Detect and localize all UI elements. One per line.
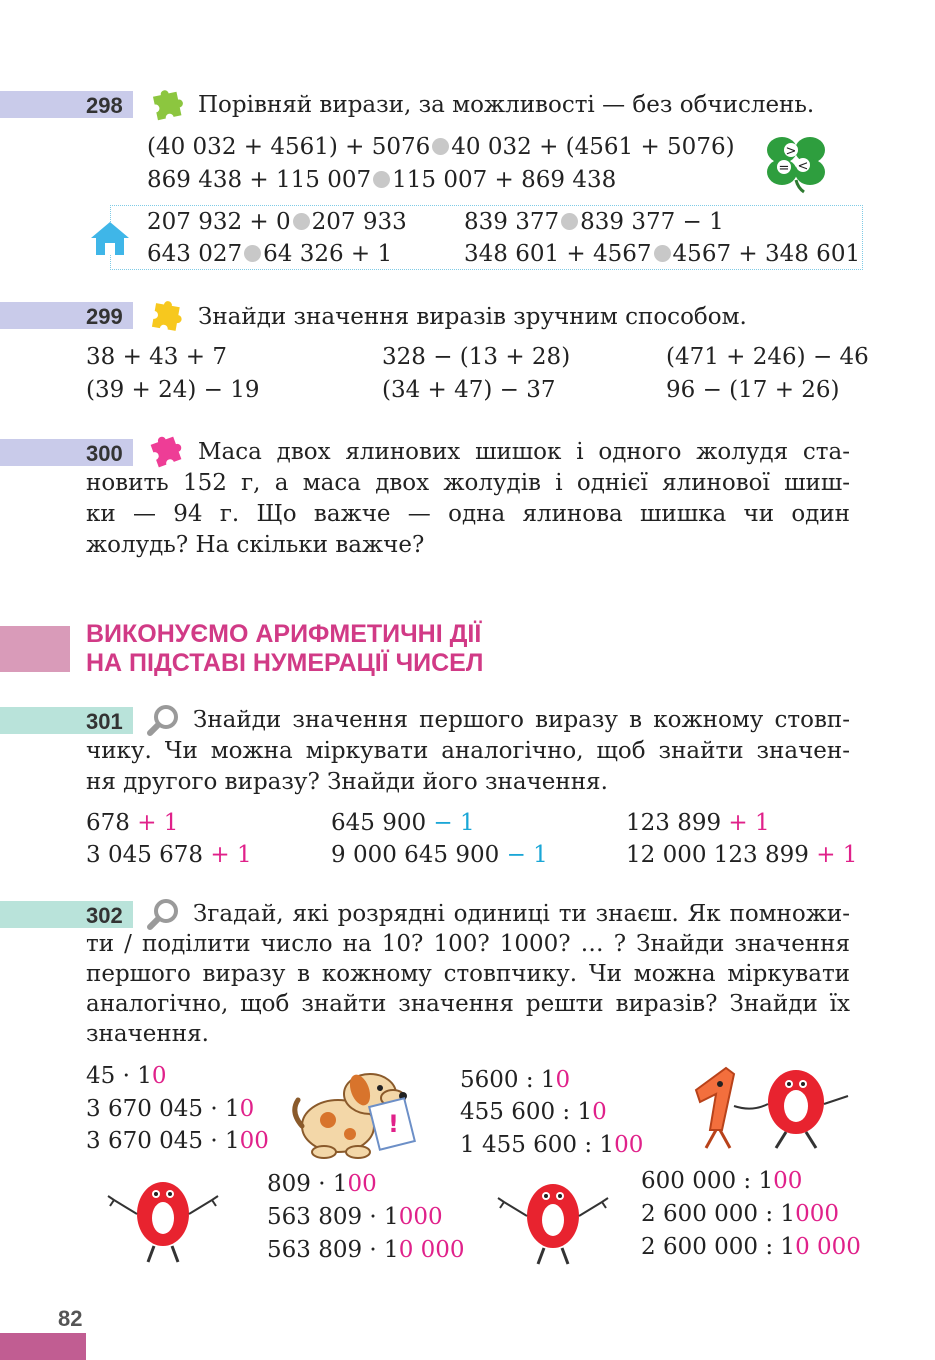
exercise-text: Маса двох ялинових шишок і одного жолудя ста-	[198, 439, 850, 465]
expression: 455 600 : 10	[460, 1099, 607, 1125]
section-title: ВИКОНУЄМО АРИФМЕТИЧНІ ДІЇ	[86, 620, 482, 648]
exercise-text: Знайди значення першого виразу в кожному стовп-	[193, 707, 850, 733]
expression: 678 + 1	[86, 810, 179, 836]
expression: 1 455 600 : 100	[460, 1132, 644, 1158]
zero-character-illustration	[494, 1172, 612, 1268]
expression-row: 643 027 64 326 + 1	[147, 241, 393, 267]
expression: 123 899 + 1	[626, 810, 770, 836]
exercise-number: 302	[86, 903, 123, 928]
expression: 12 000 123 899 + 1	[626, 842, 858, 868]
expression: 645 900 − 1	[331, 810, 475, 836]
expression-row: 839 377 839 377 − 1	[464, 209, 724, 235]
exercise-text: Згадай, які розрядні одиниці ти знаєш. Як помножи-	[193, 901, 850, 927]
puzzle-yellow-icon	[146, 297, 186, 335]
expression: 3 045 678 + 1	[86, 842, 252, 868]
exercise-text: чику. Чи можна міркувати аналогічно, щоб знайти значен-	[86, 738, 850, 764]
expression: 5600 : 10	[460, 1067, 571, 1093]
compare-dot	[244, 245, 261, 262]
expression: 3 670 045 · 10	[86, 1096, 255, 1122]
expression: 600 000 : 100	[641, 1168, 803, 1194]
expression-row: 869 438 + 115 007 115 007 + 869 438	[147, 167, 617, 193]
exercise-text: ки — 94 г. Що важче — одна ялинова шишка чи один	[86, 501, 850, 527]
expression: 2 600 000 : 1000	[641, 1201, 839, 1227]
dog-illustration	[288, 1064, 436, 1160]
exercise-number: 299	[86, 304, 123, 329]
expression: 563 809 · 10 000	[267, 1237, 465, 1263]
exercise-text: новить 152 г, а маса двох жолудів і однієї ялинової шиш-	[86, 470, 850, 496]
exercise-number: 300	[86, 441, 123, 466]
section-bar	[0, 626, 70, 672]
home-icon	[89, 220, 131, 256]
exercise-number: 298	[86, 93, 123, 118]
exercise-number: 301	[86, 709, 123, 734]
clover-icon	[760, 130, 832, 194]
exercise-text: ти / поділити число на 10? 100? 1000? … ? Знайди значення	[86, 931, 850, 957]
exercise-text: жолудь? На скільки важче?	[86, 532, 425, 558]
compare-dot	[373, 171, 390, 188]
compare-dot	[654, 245, 671, 262]
exercise-task: Знайди значення виразів зручним способом.	[198, 304, 747, 330]
zero-character-illustration	[104, 1170, 222, 1266]
svg-text:!: !	[388, 1110, 399, 1138]
exercise-text: першого виразу в кожному стовпчику. Чи можна міркувати	[86, 961, 850, 987]
expression-row: 348 601 + 4567 4567 + 348 601	[464, 241, 861, 267]
exercise-text: значення.	[86, 1021, 209, 1047]
expression-row: (40 032 + 4561) + 5076 40 032 + (4561 + 5076)	[147, 134, 735, 160]
compare-dot	[432, 138, 449, 155]
expression: 809 · 100	[267, 1171, 377, 1197]
expression: 2 600 000 : 10 000	[641, 1234, 861, 1260]
magnifier-icon	[146, 896, 184, 932]
expression: (34 + 47) − 37	[382, 377, 556, 403]
expression: 96 − (17 + 26)	[666, 377, 840, 403]
compare-dot	[561, 213, 578, 230]
compare-dot	[293, 213, 310, 230]
digits-one-zero-illustration	[676, 1060, 856, 1152]
puzzle-pink-icon	[146, 432, 186, 472]
expression: 3 670 045 · 100	[86, 1128, 269, 1154]
clover-sign: <	[797, 159, 809, 174]
clover-sign: =	[778, 161, 790, 176]
expression: 328 − (13 + 28)	[382, 344, 571, 370]
page-footer-bar	[0, 1333, 86, 1360]
expression-row: 207 932 + 0 207 933	[147, 209, 407, 235]
exercise-task: Порівняй вирази, за можливості — без обчислень.	[198, 92, 815, 118]
puzzle-green-icon	[147, 86, 187, 124]
expression: 38 + 43 + 7	[86, 344, 227, 370]
expression: 45 · 10	[86, 1063, 167, 1089]
page-number: 82	[58, 1306, 83, 1331]
expression: (39 + 24) − 19	[86, 377, 260, 403]
expression: (471 + 246) − 46	[666, 344, 869, 370]
section-title: НА ПІДСТАВІ НУМЕРАЦІЇ ЧИСЕЛ	[86, 649, 484, 677]
magnifier-icon	[146, 702, 184, 738]
expression: 563 809 · 1000	[267, 1204, 443, 1230]
exercise-text: аналогічно, щоб знайти значення решти виразів? Знайди їх	[86, 991, 850, 1017]
expression: 9 000 645 900 − 1	[331, 842, 548, 868]
exercise-text: ня другого виразу? Знайди його значення.	[86, 769, 608, 795]
clover-sign: >	[785, 144, 797, 159]
